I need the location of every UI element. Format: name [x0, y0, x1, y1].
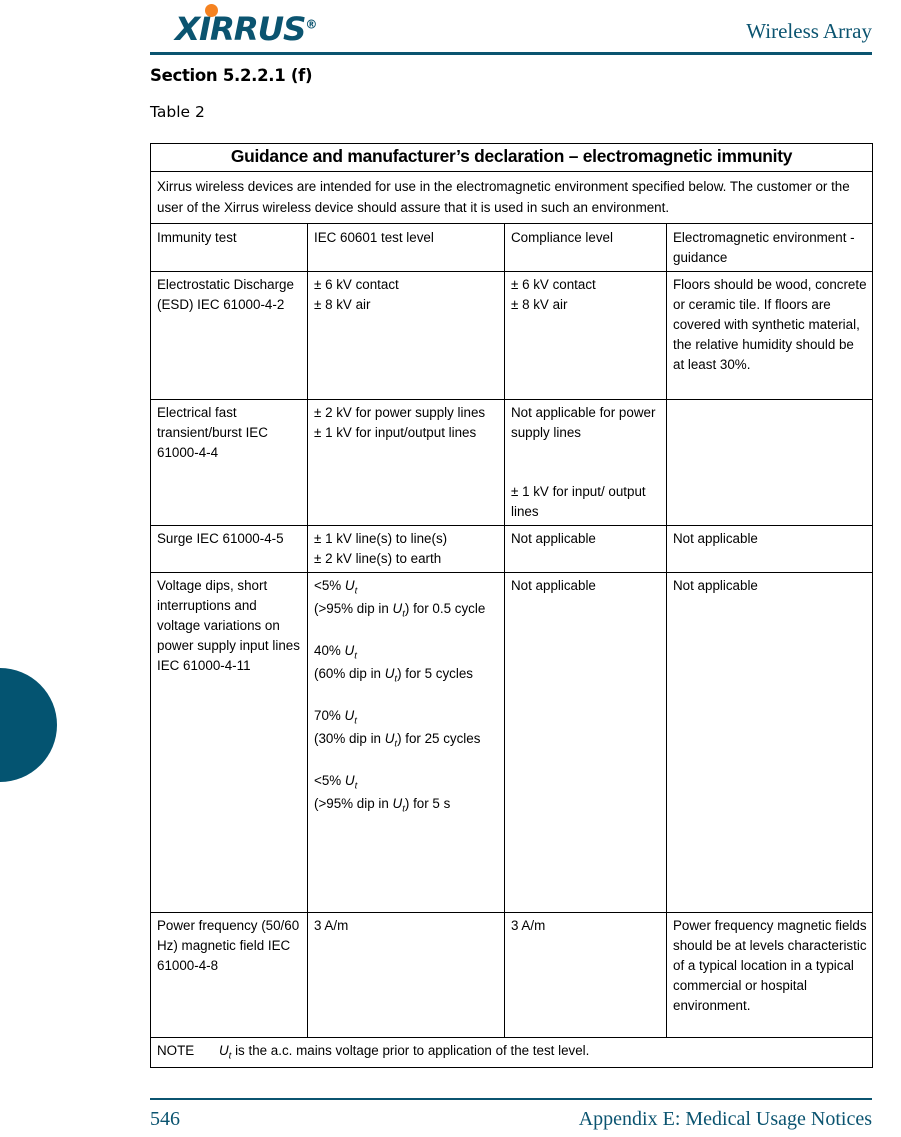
table-note-row — [151, 1037, 873, 1067]
ut-symbol: $U_t$ — [219, 1042, 232, 1062]
table-intro-cell: Xirrus wireless devices are intended for use in the electromagnetic environment specified below. The customer or the user of the Xirrus wireless device should assure that it is used in such an environment. — [151, 171, 873, 223]
ut-symbol: $U_t$ — [344, 642, 357, 662]
column-header-guidance: Electromagnetic environment - guidance — [667, 224, 873, 272]
ut-symbol: $U_t$ — [344, 773, 358, 792]
ut-symbol: $U_t$ — [392, 600, 405, 620]
ut-symbol: $U_t$ — [384, 731, 398, 750]
table-title-row — [151, 144, 873, 172]
cell-compliance-level: ± 6 kV contact ± 8 kV air — [505, 272, 667, 400]
page-edge-tab — [0, 668, 57, 782]
cell-test-level-voltage-dips: <5% $U_t$ (>95% dip in $U_t$) for 0.5 cycle 40% $U_t$ (60% dip in $U_t$) for 5 cycles 70% $U_t$ (30% dip in $U_t$) for 25 cycles <5% $U_t$ (>95% dip in $U_t$) for 5 s — [308, 572, 505, 912]
cell-compliance-level: Not applicable — [505, 572, 667, 912]
cell-guidance: Not applicable — [667, 525, 873, 572]
logo-wordmark — [175, 10, 318, 48]
header-product-name: Wireless Array — [746, 19, 872, 43]
footer-page-number: 546 — [150, 1108, 180, 1130]
logo-trademark: ® — [305, 17, 318, 32]
cell-compliance-level: Not applicable for power supply lines ± 1 kV for input/ output lines — [505, 400, 667, 526]
column-header-test-level: IEC 60601 test level — [308, 224, 505, 272]
ut-symbol: $U_t$ — [344, 577, 358, 597]
cell-compliance-level: 3 A/m — [505, 912, 667, 1037]
xirrus-logo — [175, 4, 330, 48]
table-header-row — [151, 224, 873, 272]
note-label: NOTE — [157, 1042, 195, 1058]
table-caption: Table 2 — [150, 103, 205, 121]
column-header-immunity-test: Immunity test — [151, 224, 308, 272]
table-row — [151, 912, 873, 1037]
table-note-cell: NOTE $U_t$ is the a.c. mains voltage prior to application of the test level. — [151, 1037, 873, 1067]
cell-guidance: Power frequency magnetic fields should be at levels characteristic of a typical location in a typical commercial or hospital environment. — [667, 912, 873, 1037]
column-header-compliance-level: Compliance level — [505, 224, 667, 272]
table-row — [151, 525, 873, 572]
cell-immunity-test: Voltage dips, short interruptions and voltage variations on power supply input lines IEC 61000-4-11 — [151, 572, 308, 912]
table-row — [151, 272, 873, 400]
table-intro-row — [151, 171, 873, 223]
cell-guidance: Not applicable — [667, 572, 873, 912]
page-header — [150, 0, 872, 58]
cell-immunity-test: Power frequency (50/60 Hz) magnetic field IEC 61000-4-8 — [151, 912, 308, 1037]
footer-appendix-title: Appendix E: Medical Usage Notices — [578, 1108, 872, 1130]
cell-test-level: ± 6 kV contact ± 8 kV air — [308, 272, 505, 400]
table-row — [151, 572, 873, 912]
ut-symbol: $U_t$ — [384, 665, 398, 685]
cell-guidance — [667, 400, 873, 526]
cell-compliance-level: Not applicable — [505, 525, 667, 572]
header-divider — [150, 52, 872, 55]
cell-guidance: Floors should be wood, concrete or ceramic tile. If floors are covered with synthetic material, the relative humidity should be at least 30%. — [667, 272, 873, 400]
emc-immunity-table — [150, 143, 873, 1068]
cell-immunity-test: Electrical fast transient/burst IEC 61000-4-4 — [151, 400, 308, 526]
cell-test-level: ± 1 kV line(s) to line(s) ± 2 kV line(s) to earth — [308, 525, 505, 572]
logo-wordmark-text: XIRRUS — [175, 10, 306, 48]
cell-test-level: ± 2 kV for power supply lines ± 1 kV for input/output lines — [308, 400, 505, 526]
cell-test-level: 3 A/m — [308, 912, 505, 1037]
cell-immunity-test: Surge IEC 61000-4-5 — [151, 525, 308, 572]
ut-symbol: $U_t$ — [392, 796, 405, 815]
ut-symbol: $U_t$ — [344, 708, 357, 727]
section-heading: Section 5.2.2.1 (f) — [150, 66, 313, 85]
footer-divider — [150, 1098, 872, 1100]
cell-immunity-test: Electrostatic Discharge (ESD) IEC 61000-4-2 — [151, 272, 308, 400]
table-row — [151, 400, 873, 526]
table-title-cell: Guidance and manufacturer’s declaration – electromagnetic immunity — [151, 144, 873, 172]
